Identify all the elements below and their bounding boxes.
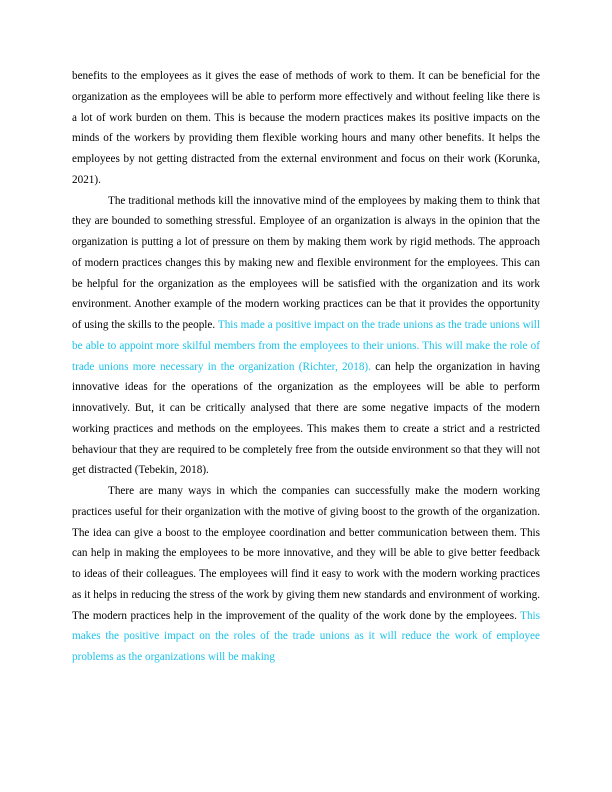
paragraph-1-text: benefits to the employees as it gives the ease of methods of work to them. It can be beneficial for the organization as the employees will be able to perform more effectively and without feeling like there is a lot of work burden on them. This is because the modern practices makes its positive impacts on the minds of the workers by providing them flexible working hours and many other benefits. It helps the employees by not getting distracted from the external environment and focus on their work (Korunka, 2021). <box>72 70 540 186</box>
paragraph-3 <box>72 481 540 668</box>
document-page <box>72 66 540 668</box>
paragraph-3-highlighted-text: This makes the positive impact on the roles of the trade unions as it will reduce the work of employee problems as the organizations will be making <box>72 609 540 663</box>
paragraph-2-text: The traditional methods kill the innovative mind of the employees by making them to think that they are bounded to something stressful. Employee of an organization is always in the opinion that the organization is putting a lot of pressure on them by making them work by rigid methods. The approach of modern practices changes this by making new and flexible environment for the employees. This can be helpful for the organization as the employees will be satisfied with the organization and its work environment. Another example of the modern working practices can be that it provides the opportunity of using the skills to the people. <box>72 194 540 331</box>
paragraph-2-text-continued: can help the organization in having innovative ideas for the operations of the organization as the employees will be able to perform innovatively. But, it can be critically analysed that there are some negative impacts of the modern working practices and methods on the employees. This makes them to create a strict and a restricted behaviour that they are required to be completely free from the outside environment so that they will not get distracted (Tebekin, 2018). <box>72 360 540 477</box>
paragraph-1 <box>72 66 540 191</box>
paragraph-2 <box>72 191 540 482</box>
paragraph-3-text: There are many ways in which the companies can successfully make the modern working practices useful for their organization with the motive of giving boost to the growth of the organization. The idea can give a boost to the employee coordination and better communication between them. This can help in making the employees to be more innovative, and they will be able to give better feedback to ideas of their colleagues. The employees will find it easy to work with the modern working practices as it helps in reducing the stress of the work by giving them new standards and environment of working. The modern practices help in the improvement of the quality of the work done by the employees. <box>72 485 540 622</box>
paragraph-2-highlighted-text: This made a positive impact on the trade unions as the trade unions will be able to appoint more skilful members from the employees to their unions. This will make the role of trade unions more necessary in the organization (Richter, 2018). <box>72 319 540 373</box>
